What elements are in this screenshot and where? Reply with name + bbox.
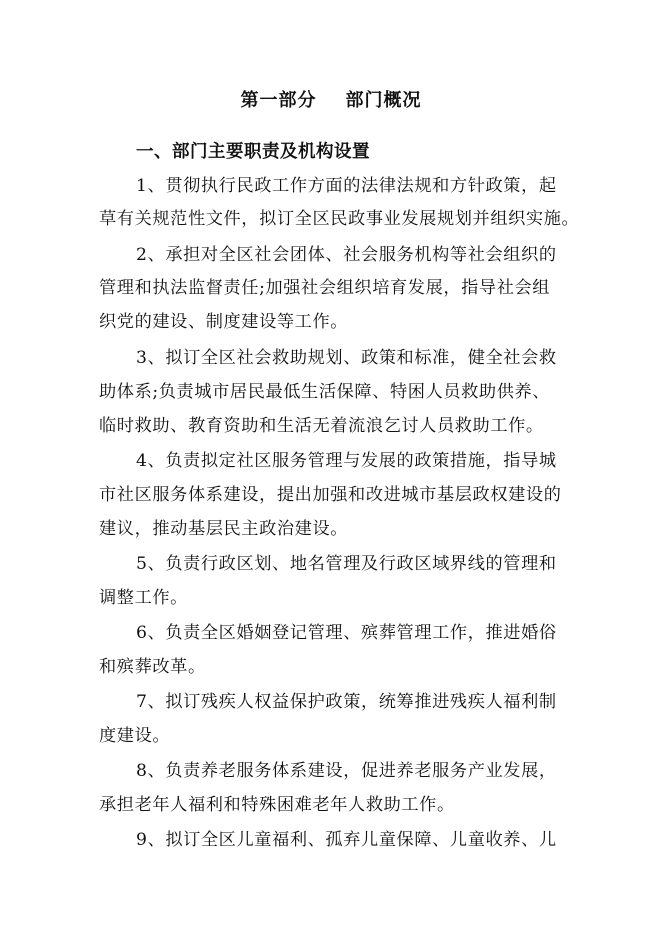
paragraph-3-line-3: 临时救助、教育资助和生活无着流浪乞讨人员救助工作。 bbox=[99, 416, 544, 436]
paragraph-1-line-2: 草有关规范性文件，拟订全区民政事业发展规划并组织实施。 bbox=[99, 209, 580, 229]
paragraph-2-line-2: 管理和执法监督责任;加强社会组织培育发展，指导社会组 bbox=[99, 278, 551, 298]
page-title: 第一部分 部门概况 bbox=[240, 90, 422, 111]
paragraph-2-line-3: 织党的建设、制度建设等工作。 bbox=[99, 312, 349, 332]
paragraph-5-line-1: 5、负责行政区划、地名管理及行政区域界线的管理和 bbox=[136, 554, 557, 574]
section-heading: 一、部门主要职责及机构设置 bbox=[136, 142, 370, 162]
paragraph-8-line-1: 8、负责养老服务体系建设，促进养老服务产业发展， bbox=[136, 761, 557, 781]
paragraph-9-line-1: 9、拟订全区儿童福利、孤弃儿童保障、儿童收养、儿 bbox=[136, 830, 557, 850]
paragraph-3-line-2: 助体系;负责城市居民最低生活保障、特困人员救助供养、 bbox=[99, 382, 551, 402]
paragraph-2-line-1: 2、承担对全区社会团体、社会服务机构等社会组织的 bbox=[136, 245, 557, 265]
paragraph-4-line-1: 4、负责拟定社区服务管理与发展的政策措施，指导城 bbox=[136, 451, 557, 471]
paragraph-7-line-1: 7、拟订残疾人权益保护政策，统筹推进残疾人福利制 bbox=[136, 692, 557, 712]
paragraph-5-line-2: 调整工作。 bbox=[99, 588, 188, 608]
paragraph-4-line-3: 建议，推动基层民主政治建设。 bbox=[99, 519, 349, 539]
paragraph-7-line-2: 度建设。 bbox=[99, 726, 171, 746]
paragraph-4-line-2: 市社区服务体系建设，提出加强和改进城市基层政权建设的 bbox=[99, 485, 562, 505]
paragraph-6-line-1: 6、负责全区婚姻登记管理、殡葬管理工作，推进婚俗 bbox=[136, 623, 557, 643]
paragraph-6-line-2: 和殡葬改革。 bbox=[99, 657, 206, 677]
paragraph-1-line-1: 1、贯彻执行民政工作方面的法律法规和方针政策，起 bbox=[136, 176, 557, 196]
paragraph-3-line-1: 3、拟订全区社会救助规划、政策和标准，健全社会救 bbox=[136, 348, 557, 368]
paragraph-8-line-2: 承担老年人福利和特殊困难老年人救助工作。 bbox=[99, 795, 455, 815]
